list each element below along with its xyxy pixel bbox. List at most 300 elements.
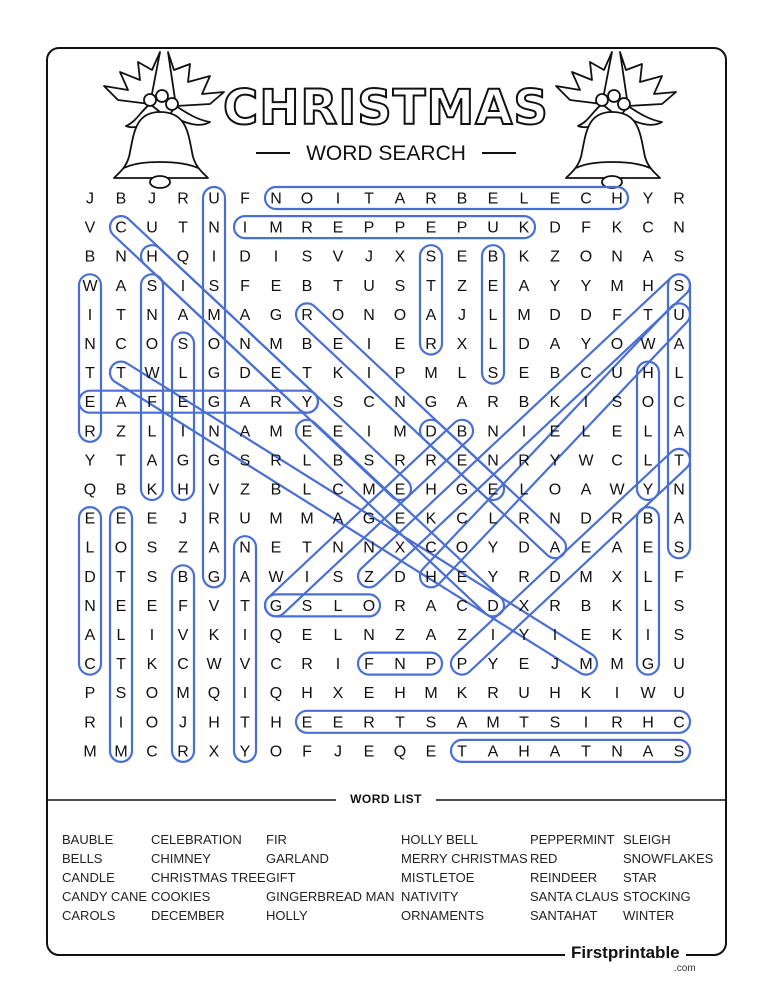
grid-letter[interactable]: R <box>611 510 623 528</box>
grid-letter[interactable]: G <box>269 306 283 324</box>
grid-letter[interactable]: L <box>581 423 591 441</box>
grid-letter[interactable]: A <box>115 277 127 295</box>
grid-letter[interactable]: S <box>673 539 685 557</box>
grid-letter[interactable]: L <box>519 190 529 208</box>
grid-letter[interactable]: Y <box>549 277 561 295</box>
grid-letter[interactable]: N <box>208 423 220 441</box>
grid-letter[interactable]: Y <box>487 539 499 557</box>
grid-letter[interactable]: L <box>333 597 343 615</box>
grid-letter[interactable]: F <box>240 190 250 208</box>
grid-letter[interactable]: I <box>304 568 310 586</box>
grid-letter[interactable]: J <box>86 190 94 208</box>
grid-letter[interactable]: T <box>178 219 188 237</box>
grid-letter[interactable]: E <box>332 219 344 237</box>
grid-letter[interactable]: C <box>673 714 685 732</box>
grid-letter[interactable]: E <box>301 423 313 441</box>
grid-letter[interactable]: X <box>611 568 623 586</box>
grid-letter[interactable]: G <box>362 510 376 528</box>
grid-letter[interactable]: D <box>580 306 592 324</box>
grid-letter[interactable]: M <box>207 306 221 324</box>
grid-letter[interactable]: Q <box>269 627 283 644</box>
grid-letter[interactable]: A <box>146 452 158 470</box>
grid-letter[interactable]: G <box>424 394 438 412</box>
grid-letter[interactable]: A <box>456 714 468 732</box>
grid-letter[interactable]: R <box>363 714 375 732</box>
grid-letter[interactable]: O <box>145 336 159 353</box>
grid-letter[interactable]: L <box>85 539 95 557</box>
grid-letter[interactable]: D <box>239 365 251 383</box>
grid-letter[interactable]: K <box>611 219 623 237</box>
grid-letter[interactable]: I <box>118 714 124 732</box>
grid-letter[interactable]: D <box>518 336 530 353</box>
grid-letter[interactable]: R <box>84 714 96 732</box>
grid-letter[interactable]: H <box>394 685 406 703</box>
grid-letter[interactable]: M <box>486 714 500 732</box>
grid-letter[interactable]: E <box>642 539 654 557</box>
grid-letter[interactable]: C <box>146 743 158 761</box>
grid-letter[interactable]: X <box>394 539 406 557</box>
grid-letter[interactable]: Z <box>457 277 467 295</box>
grid-letter[interactable]: D <box>239 248 251 266</box>
grid-letter[interactable]: V <box>208 481 220 499</box>
grid-letter[interactable]: I <box>335 656 341 674</box>
grid-letter[interactable]: L <box>488 510 498 528</box>
grid-letter[interactable]: A <box>673 336 685 353</box>
grid-letter[interactable]: Z <box>116 423 126 441</box>
grid-letter[interactable]: C <box>611 452 623 470</box>
grid-letter[interactable]: O <box>114 539 128 557</box>
grid-letter[interactable]: E <box>115 510 127 528</box>
grid-letter[interactable]: T <box>240 597 250 615</box>
grid-letter[interactable]: P <box>456 656 468 674</box>
grid-letter[interactable]: I <box>645 627 651 644</box>
grid-letter[interactable]: J <box>365 248 373 266</box>
grid-letter[interactable]: I <box>366 423 372 441</box>
grid-letter[interactable]: X <box>456 336 468 353</box>
grid-letter[interactable]: S <box>301 248 313 266</box>
grid-letter[interactable]: E <box>363 743 375 761</box>
grid-letter[interactable]: A <box>394 190 406 208</box>
grid-letter[interactable]: D <box>487 597 499 615</box>
grid-letter[interactable]: H <box>611 190 623 208</box>
grid-letter[interactable]: I <box>366 365 372 383</box>
grid-letter[interactable]: Y <box>487 568 499 586</box>
grid-letter[interactable]: B <box>456 190 468 208</box>
grid-letter[interactable]: V <box>208 597 220 615</box>
grid-letter[interactable]: M <box>424 365 438 383</box>
grid-letter[interactable]: B <box>270 481 282 499</box>
grid-letter[interactable]: C <box>84 656 96 674</box>
grid-letter[interactable]: U <box>518 685 530 703</box>
grid-letter[interactable]: N <box>84 597 96 615</box>
grid-letter[interactable]: L <box>643 568 653 586</box>
grid-letter[interactable]: I <box>180 277 186 295</box>
grid-letter[interactable]: T <box>581 743 591 761</box>
grid-letter[interactable]: C <box>642 219 654 237</box>
grid-letter[interactable]: I <box>614 685 620 703</box>
grid-letter[interactable]: T <box>674 452 684 470</box>
grid-letter[interactable]: A <box>549 539 561 557</box>
grid-letter[interactable]: I <box>211 248 217 266</box>
grid-letter[interactable]: O <box>641 394 655 412</box>
grid-letter[interactable]: N <box>487 423 499 441</box>
grid-letter[interactable]: N <box>239 539 251 557</box>
grid-letter[interactable]: E <box>456 568 468 586</box>
grid-letter[interactable]: E <box>363 685 375 703</box>
grid-letter[interactable]: L <box>519 481 529 499</box>
grid-letter[interactable]: I <box>552 627 558 644</box>
grid-letter[interactable]: I <box>490 627 496 644</box>
grid-letter[interactable]: P <box>394 219 406 237</box>
grid-letter[interactable]: L <box>116 627 126 644</box>
grid-letter[interactable]: I <box>521 423 527 441</box>
grid-letter[interactable]: Y <box>549 452 561 470</box>
grid-letter[interactable]: L <box>178 365 188 383</box>
grid-letter[interactable]: M <box>610 277 624 295</box>
grid-letter[interactable]: G <box>207 365 221 383</box>
grid-letter[interactable]: A <box>115 394 127 412</box>
grid-letter[interactable]: H <box>642 714 654 732</box>
grid-letter[interactable]: T <box>116 365 126 383</box>
grid-letter[interactable]: T <box>240 714 250 732</box>
grid-letter[interactable]: E <box>580 539 592 557</box>
grid-letter[interactable]: E <box>332 714 344 732</box>
grid-letter[interactable]: R <box>301 306 313 324</box>
grid-letter[interactable]: E <box>270 365 282 383</box>
grid-letter[interactable]: I <box>242 685 248 703</box>
grid-letter[interactable]: M <box>269 336 283 353</box>
grid-letter[interactable]: H <box>270 714 282 732</box>
grid-letter[interactable]: R <box>270 452 282 470</box>
grid-letter[interactable]: T <box>395 714 405 732</box>
grid-letter[interactable]: A <box>549 743 561 761</box>
grid-letter[interactable]: H <box>425 568 437 586</box>
grid-letter[interactable]: R <box>549 597 561 615</box>
grid-letter[interactable]: R <box>177 743 189 761</box>
grid-letter[interactable]: B <box>518 394 530 412</box>
grid-letter[interactable]: F <box>364 656 374 674</box>
grid-letter[interactable]: A <box>518 277 530 295</box>
grid-letter[interactable]: H <box>301 685 313 703</box>
grid-letter[interactable]: T <box>85 365 95 383</box>
grid-letter[interactable]: W <box>578 452 594 470</box>
grid-letter[interactable]: N <box>332 539 344 557</box>
grid-letter[interactable]: A <box>611 539 623 557</box>
grid-letter[interactable]: T <box>116 306 126 324</box>
grid-letter[interactable]: S <box>425 714 437 732</box>
grid-letter[interactable]: W <box>640 685 656 703</box>
grid-letter[interactable]: I <box>583 714 589 732</box>
grid-letter[interactable]: O <box>207 336 221 353</box>
grid-letter[interactable]: A <box>239 568 251 586</box>
grid-letter[interactable]: L <box>333 627 343 644</box>
grid-letter[interactable]: N <box>549 510 561 528</box>
grid-letter[interactable]: U <box>208 190 220 208</box>
grid-letter[interactable]: T <box>302 365 312 383</box>
grid-letter[interactable]: E <box>301 627 313 644</box>
grid-letter[interactable]: R <box>425 190 437 208</box>
grid-letter[interactable]: E <box>549 190 561 208</box>
grid-letter[interactable]: N <box>363 306 375 324</box>
grid-letter[interactable]: Z <box>457 627 467 644</box>
grid-letter[interactable]: X <box>394 248 406 266</box>
grid-letter[interactable]: N <box>611 743 623 761</box>
grid-letter[interactable]: O <box>393 306 407 324</box>
grid-letter[interactable]: R <box>611 714 623 732</box>
grid-letter[interactable]: S <box>146 277 158 295</box>
grid-letter[interactable]: R <box>487 685 499 703</box>
grid-letter[interactable]: T <box>116 656 126 674</box>
grid-letter[interactable]: B <box>301 277 313 295</box>
grid-letter[interactable]: E <box>177 394 189 412</box>
grid-letter[interactable]: H <box>549 685 561 703</box>
grid-letter[interactable]: K <box>146 481 158 499</box>
grid-letter[interactable]: C <box>177 656 189 674</box>
grid-letter[interactable]: D <box>394 568 406 586</box>
grid-letter[interactable]: C <box>115 219 127 237</box>
grid-letter[interactable]: U <box>673 306 685 324</box>
grid-letter[interactable]: S <box>146 568 158 586</box>
grid-letter[interactable]: I <box>87 306 93 324</box>
grid-letter[interactable]: D <box>549 568 561 586</box>
grid-letter[interactable]: A <box>549 336 561 353</box>
grid-letter[interactable]: B <box>115 481 127 499</box>
grid-letter[interactable]: E <box>146 597 158 615</box>
grid-letter[interactable]: S <box>673 248 685 266</box>
grid-letter[interactable]: H <box>208 714 220 732</box>
grid-letter[interactable]: Q <box>269 685 283 703</box>
grid-letter[interactable]: K <box>611 597 623 615</box>
grid-letter[interactable]: M <box>579 568 593 586</box>
grid-letter[interactable]: T <box>302 539 312 557</box>
grid-letter[interactable]: N <box>673 219 685 237</box>
grid-letter[interactable]: T <box>364 190 374 208</box>
grid-letter[interactable]: M <box>362 481 376 499</box>
grid-letter[interactable]: G <box>455 481 469 499</box>
grid-letter[interactable]: H <box>518 743 530 761</box>
grid-letter[interactable]: F <box>147 394 157 412</box>
grid-letter[interactable]: E <box>487 277 499 295</box>
grid-letter[interactable]: J <box>148 190 156 208</box>
grid-letter[interactable]: M <box>176 685 190 703</box>
grid-letter[interactable]: P <box>363 219 375 237</box>
grid-letter[interactable]: E <box>270 539 282 557</box>
grid-letter[interactable]: L <box>457 365 467 383</box>
grid-letter[interactable]: H <box>425 481 437 499</box>
grid-letter[interactable]: J <box>179 510 187 528</box>
grid-letter[interactable]: J <box>334 743 342 761</box>
grid-letter[interactable]: B <box>580 597 592 615</box>
grid-letter[interactable]: A <box>208 539 220 557</box>
grid-letter[interactable]: X <box>332 685 344 703</box>
grid-letter[interactable]: D <box>425 423 437 441</box>
grid-letter[interactable]: N <box>673 481 685 499</box>
grid-letter[interactable]: H <box>146 248 158 266</box>
grid-letter[interactable]: Y <box>580 277 592 295</box>
grid-letter[interactable]: E <box>394 510 406 528</box>
grid-letter[interactable]: S <box>673 597 685 615</box>
grid-letter[interactable]: E <box>332 336 344 353</box>
grid-letter[interactable]: M <box>610 656 624 674</box>
grid-letter[interactable]: E <box>487 190 499 208</box>
grid-letter[interactable]: A <box>239 306 251 324</box>
grid-letter[interactable]: I <box>273 248 279 266</box>
grid-letter[interactable]: S <box>611 394 623 412</box>
grid-letter[interactable]: P <box>425 656 437 674</box>
grid-letter[interactable]: Q <box>393 743 407 761</box>
grid-letter[interactable]: E <box>549 423 561 441</box>
grid-letter[interactable]: M <box>300 510 314 528</box>
grid-letter[interactable]: U <box>673 656 685 674</box>
grid-letter[interactable]: X <box>518 597 530 615</box>
grid-letter[interactable]: S <box>673 743 685 761</box>
grid-letter[interactable]: S <box>301 597 313 615</box>
grid-letter[interactable]: S <box>146 539 158 557</box>
grid-letter[interactable]: N <box>487 452 499 470</box>
grid-letter[interactable]: N <box>394 394 406 412</box>
grid-letter[interactable]: E <box>301 714 313 732</box>
grid-letter[interactable]: B <box>549 365 561 383</box>
grid-letter[interactable]: S <box>549 714 561 732</box>
grid-letter[interactable]: I <box>366 336 372 353</box>
grid-letter[interactable]: K <box>549 394 561 412</box>
grid-letter[interactable]: J <box>551 656 559 674</box>
grid-letter[interactable]: E <box>518 656 530 674</box>
grid-letter[interactable]: A <box>425 627 437 644</box>
grid-letter[interactable]: A <box>673 423 685 441</box>
grid-letter[interactable]: V <box>332 248 344 266</box>
grid-letter[interactable]: N <box>115 248 127 266</box>
grid-letter[interactable]: C <box>332 481 344 499</box>
grid-letter[interactable]: S <box>115 685 127 703</box>
grid-letter[interactable]: O <box>610 336 624 353</box>
grid-letter[interactable]: L <box>674 365 684 383</box>
grid-letter[interactable]: E <box>425 219 437 237</box>
grid-letter[interactable]: A <box>673 510 685 528</box>
grid-letter[interactable]: J <box>179 714 187 732</box>
grid-letter[interactable]: O <box>145 714 159 732</box>
grid-letter[interactable]: O <box>269 743 283 761</box>
grid-letter[interactable]: F <box>581 219 591 237</box>
grid-letter[interactable]: V <box>239 656 251 674</box>
grid-letter[interactable]: B <box>332 452 344 470</box>
grid-letter[interactable]: N <box>239 336 251 353</box>
grid-letter[interactable]: D <box>580 510 592 528</box>
grid-letter[interactable]: L <box>302 481 312 499</box>
grid-letter[interactable]: C <box>580 365 592 383</box>
grid-letter[interactable]: A <box>239 394 251 412</box>
grid-letter[interactable]: I <box>335 190 341 208</box>
grid-letter[interactable]: E <box>456 248 468 266</box>
grid-letter[interactable]: I <box>583 394 589 412</box>
grid-letter[interactable]: A <box>177 306 189 324</box>
grid-letter[interactable]: B <box>84 248 96 266</box>
grid-letter[interactable]: L <box>302 452 312 470</box>
grid-letter[interactable]: G <box>207 394 221 412</box>
grid-letter[interactable]: N <box>208 219 220 237</box>
grid-letter[interactable]: D <box>84 568 96 586</box>
grid-letter[interactable]: U <box>487 219 499 237</box>
grid-letter[interactable]: F <box>240 277 250 295</box>
grid-letter[interactable]: A <box>642 248 654 266</box>
grid-letter[interactable]: E <box>580 627 592 644</box>
grid-letter[interactable]: S <box>673 277 685 295</box>
grid-letter[interactable]: R <box>394 597 406 615</box>
grid-letter[interactable]: R <box>208 510 220 528</box>
grid-letter[interactable]: B <box>487 248 499 266</box>
grid-letter[interactable]: Y <box>239 743 251 761</box>
grid-letter[interactable]: E <box>84 394 96 412</box>
grid-letter[interactable]: I <box>180 423 186 441</box>
grid-letter[interactable]: A <box>580 481 592 499</box>
grid-letter[interactable]: N <box>363 539 375 557</box>
grid-letter[interactable]: A <box>456 394 468 412</box>
grid-letter[interactable]: R <box>84 423 96 441</box>
grid-letter[interactable]: S <box>673 627 685 644</box>
grid-letter[interactable]: W <box>82 277 98 295</box>
grid-letter[interactable]: Y <box>580 336 592 353</box>
grid-letter[interactable]: S <box>425 248 437 266</box>
grid-letter[interactable]: P <box>456 219 468 237</box>
grid-letter[interactable]: B <box>115 190 127 208</box>
grid-letter[interactable]: O <box>362 597 376 615</box>
grid-letter[interactable]: O <box>331 306 345 324</box>
grid-letter[interactable]: E <box>456 452 468 470</box>
grid-letter[interactable]: C <box>363 394 375 412</box>
grid-letter[interactable]: U <box>146 219 158 237</box>
grid-letter[interactable]: I <box>242 627 248 644</box>
grid-letter[interactable]: F <box>302 743 312 761</box>
grid-letter[interactable]: W <box>268 568 284 586</box>
grid-letter[interactable]: E <box>611 423 623 441</box>
grid-letter[interactable]: E <box>394 336 406 353</box>
grid-letter[interactable]: L <box>643 452 653 470</box>
grid-letter[interactable]: T <box>457 743 467 761</box>
grid-letter[interactable]: O <box>579 248 593 266</box>
grid-letter[interactable]: R <box>518 568 530 586</box>
grid-letter[interactable]: E <box>487 481 499 499</box>
grid-letter[interactable]: G <box>176 452 190 470</box>
grid-letter[interactable]: S <box>208 277 220 295</box>
grid-letter[interactable]: B <box>642 510 654 528</box>
grid-letter[interactable]: G <box>269 597 283 615</box>
grid-letter[interactable]: M <box>269 423 283 441</box>
grid-letter[interactable]: M <box>424 685 438 703</box>
grid-letter[interactable]: X <box>208 743 220 761</box>
grid-letter[interactable]: E <box>518 365 530 383</box>
grid-letter[interactable]: T <box>426 277 436 295</box>
grid-letter[interactable]: L <box>488 336 498 353</box>
grid-letter[interactable]: M <box>579 656 593 674</box>
grid-letter[interactable]: L <box>488 306 498 324</box>
grid-letter[interactable]: H <box>177 481 189 499</box>
grid-letter[interactable]: M <box>393 423 407 441</box>
grid-letter[interactable]: Y <box>487 656 499 674</box>
grid-letter[interactable]: Y <box>642 481 654 499</box>
grid-letter[interactable]: N <box>146 306 158 324</box>
grid-letter[interactable]: Y <box>301 394 313 412</box>
grid-letter[interactable]: N <box>270 190 282 208</box>
grid-letter[interactable]: W <box>144 365 160 383</box>
grid-letter[interactable]: Z <box>550 248 560 266</box>
grid-letter[interactable]: D <box>549 306 561 324</box>
grid-letter[interactable]: G <box>207 568 221 586</box>
grid-letter[interactable]: A <box>84 627 96 644</box>
grid-letter[interactable]: R <box>177 190 189 208</box>
grid-letter[interactable]: T <box>116 568 126 586</box>
grid-letter[interactable]: D <box>549 219 561 237</box>
grid-letter[interactable]: N <box>394 656 406 674</box>
